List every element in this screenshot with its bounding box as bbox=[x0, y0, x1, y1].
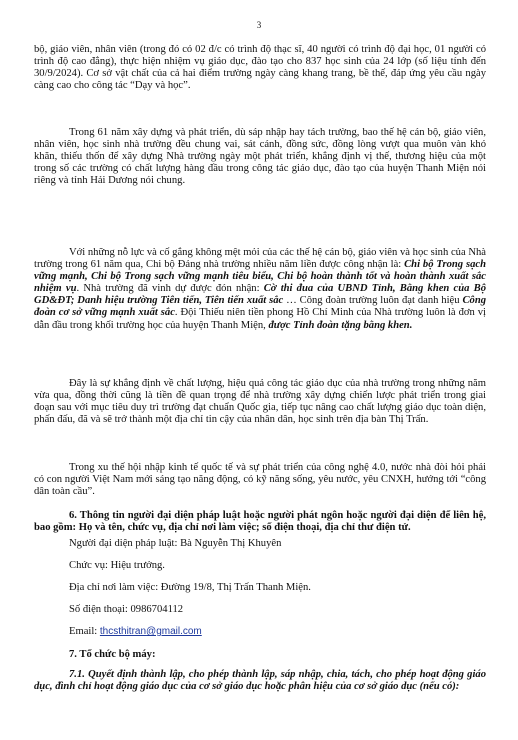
email-link[interactable] bbox=[100, 626, 202, 637]
email-user: thcsthitran bbox=[99, 626, 147, 637]
legal-representative: Người đại diện pháp luật: Bà Nguyễn Thị Khuyên bbox=[69, 538, 282, 549]
email-domain: @gmail.com bbox=[146, 626, 202, 637]
phone-number: Số điện thoại: 0986704112 bbox=[69, 604, 184, 615]
representative-position: Chức vụ: Hiệu trưởng. bbox=[69, 560, 165, 571]
paragraph-history: Trong 61 năm xây dựng và phát triển, dù sáp nhập hay tách trường, bao thế hệ cán bộ, giáo viên, nhân viên, học sinh nhà trường đều chung vai, sát cánh, đồng sức, đồng lòng vượt qua muôn vàn khó khăn, thiếu thốn để xây dựng Nhà trường ngày một phát triển, khẳng định vị thế, thương hiệu của một trong số các trường có chất lượng hàng đầu trong công tác giáo dục, đào tạo của huyện Thanh Miện nói riêng và tỉnh Hải Dương nói chung. bbox=[34, 127, 486, 187]
section-7-heading: 7. Tổ chức bộ máy: bbox=[69, 649, 156, 660]
union-award: Công đoàn cơ sở vững mạnh xuất sắc bbox=[34, 295, 487, 319]
paragraph-integration: Trong xu thế hội nhập kinh tế quốc tế và sự phát triển của công nghệ 4.0, nước nhà đòi hỏi phải có con người Việt Nam mới sáng tạo năng động, có kỹ năng sống, yêu nước, yêu CNXH, hướng tới “công dân toàn cầu”. bbox=[34, 462, 486, 498]
school-awards: Cờ thi đua của UBND Tỉnh, Bằng khen của Bộ GD&ĐT; Danh hiệu trường Tiên tiến, Tiên tiến xuất sắc bbox=[34, 283, 486, 307]
paragraph-achievements bbox=[34, 247, 486, 332]
party-cell-awards: Chi bộ Trong sạch vững mạnh, Chi bộ Trong sạch vững mạnh tiêu biểu, Chi bộ hoàn thành tốt và hoàn thành xuất sắc nhiệm vụ bbox=[34, 259, 486, 295]
work-address: Địa chỉ nơi làm việc: Đường 19/8, Thị Trấn Thanh Miện. bbox=[69, 582, 311, 593]
section-6-heading: 6. Thông tin người đại diện pháp luật hoặc người phát ngôn hoặc người đại diện để liên hệ, bao gồm: Họ và tên, chức vụ, địa chỉ nơi làm việc; số điện thoại, địa chỉ thư điện tử. bbox=[34, 510, 486, 534]
page-number: 3 bbox=[256, 20, 262, 30]
youth-union-award: được Tỉnh đoàn tặng bằng khen. bbox=[268, 319, 413, 331]
email-label: Email: bbox=[69, 626, 100, 637]
email-line bbox=[69, 626, 202, 638]
paragraph-quality: Đây là sự khẳng định về chất lượng, hiệu quả công tác giáo dục của nhà trường trong những năm vừa qua, đồng thời cũng là tiền đề quan trọng để nhà trường xây dựng chiến lược phát triển trong giai đoạn sau với mục tiêu duy trì trường đạt chuẩn Quốc gia, tiếp tục nâng cao chất lượng giáo dục toàn diện, phấn đấu, đã và sẽ trở thành một địa chỉ tin cậy của nhân dân, học sinh trên địa bàn Thị Trấn. bbox=[34, 378, 486, 426]
achievements-text-4: . Đội Thiếu niên tiền phong Hồ Chí Minh của Nhà trường luôn là đơn vị dẫn đầu trong khối trường học của huyện Thanh Miện, bbox=[34, 307, 486, 331]
paragraph-staff-facilities: bộ, giáo viên, nhân viên (trong đó có 02 đ/c có trình độ thạc sĩ, 40 người có trình độ đại học, 01 người có trình độ cao đẳng), thực hiện nhiệm vụ giáo dục, đào tạo cho 837 học sinh của 24 lớp (số liệu tính đến 30/9/2024). Cơ sở vật chất của cả hai điểm trường ngày càng khang trang, bề thế, đáp ứng yêu cầu ngày càng cao cho công tác “Dạy và học”. bbox=[34, 44, 486, 92]
section-7-1-heading: 7.1. Quyết định thành lập, cho phép thành lập, sáp nhập, chia, tách, cho phép hoạt động giáo dục, đình chỉ hoạt động giáo dục của cơ sở giáo dục hoặc phân hiệu của cơ sở giáo dục (nếu có): bbox=[34, 669, 486, 693]
achievements-text-3: … Công đoàn trường luôn đạt danh hiệu bbox=[283, 295, 463, 307]
achievements-text-1: Với những nỗ lực và cố gắng không mệt mỏi của các thế hệ cán bộ, giáo viên và học sinh của Nhà trường trong 61 năm qua, Chi bộ Đảng nhà trường nhiều năm liền được công nhận là: bbox=[34, 247, 486, 271]
achievements-text-2: . Nhà trường đã vinh dự được đón nhận: bbox=[76, 283, 264, 295]
